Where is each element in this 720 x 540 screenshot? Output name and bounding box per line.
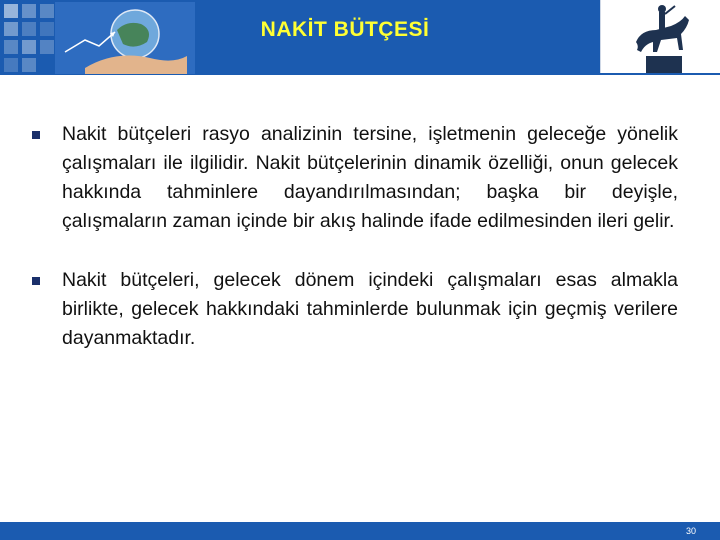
content-area bbox=[30, 120, 678, 383]
page-title: NAKİT BÜTÇESİ bbox=[260, 18, 430, 41]
bullet-item bbox=[30, 266, 678, 353]
square-bullet-icon bbox=[32, 131, 40, 139]
header-bar bbox=[0, 0, 720, 75]
bullet-item bbox=[30, 120, 678, 236]
footer-bar bbox=[0, 522, 720, 540]
bullet-text: Nakit bütçeleri rasyo analizinin tersine, işletmenin geleceğe yönelik çalışmaları ile ilgilidir. Nakit bütçelerinin dinamik özelliği, onun gelecek hakkında tahminlere dayandırılmasından; başka bir deyişle, çalışmaların zaman içinde bir akış halinde ifade edilmesinden ileri gelir. bbox=[62, 123, 678, 232]
globe-hands-image bbox=[55, 2, 195, 74]
page-number: 30 bbox=[685, 526, 696, 536]
bullet-text: Nakit bütçeleri, gelecek dönem içindeki çalışmaları esas almakla birlikte, gelecek hakkındaki tahminlerde bulunmak için geçmiş verilere dayanmaktadır. bbox=[62, 269, 678, 349]
square-bullet-icon bbox=[32, 277, 40, 285]
statue-image-frame bbox=[600, 0, 720, 73]
equestrian-statue-image bbox=[601, 0, 720, 73]
